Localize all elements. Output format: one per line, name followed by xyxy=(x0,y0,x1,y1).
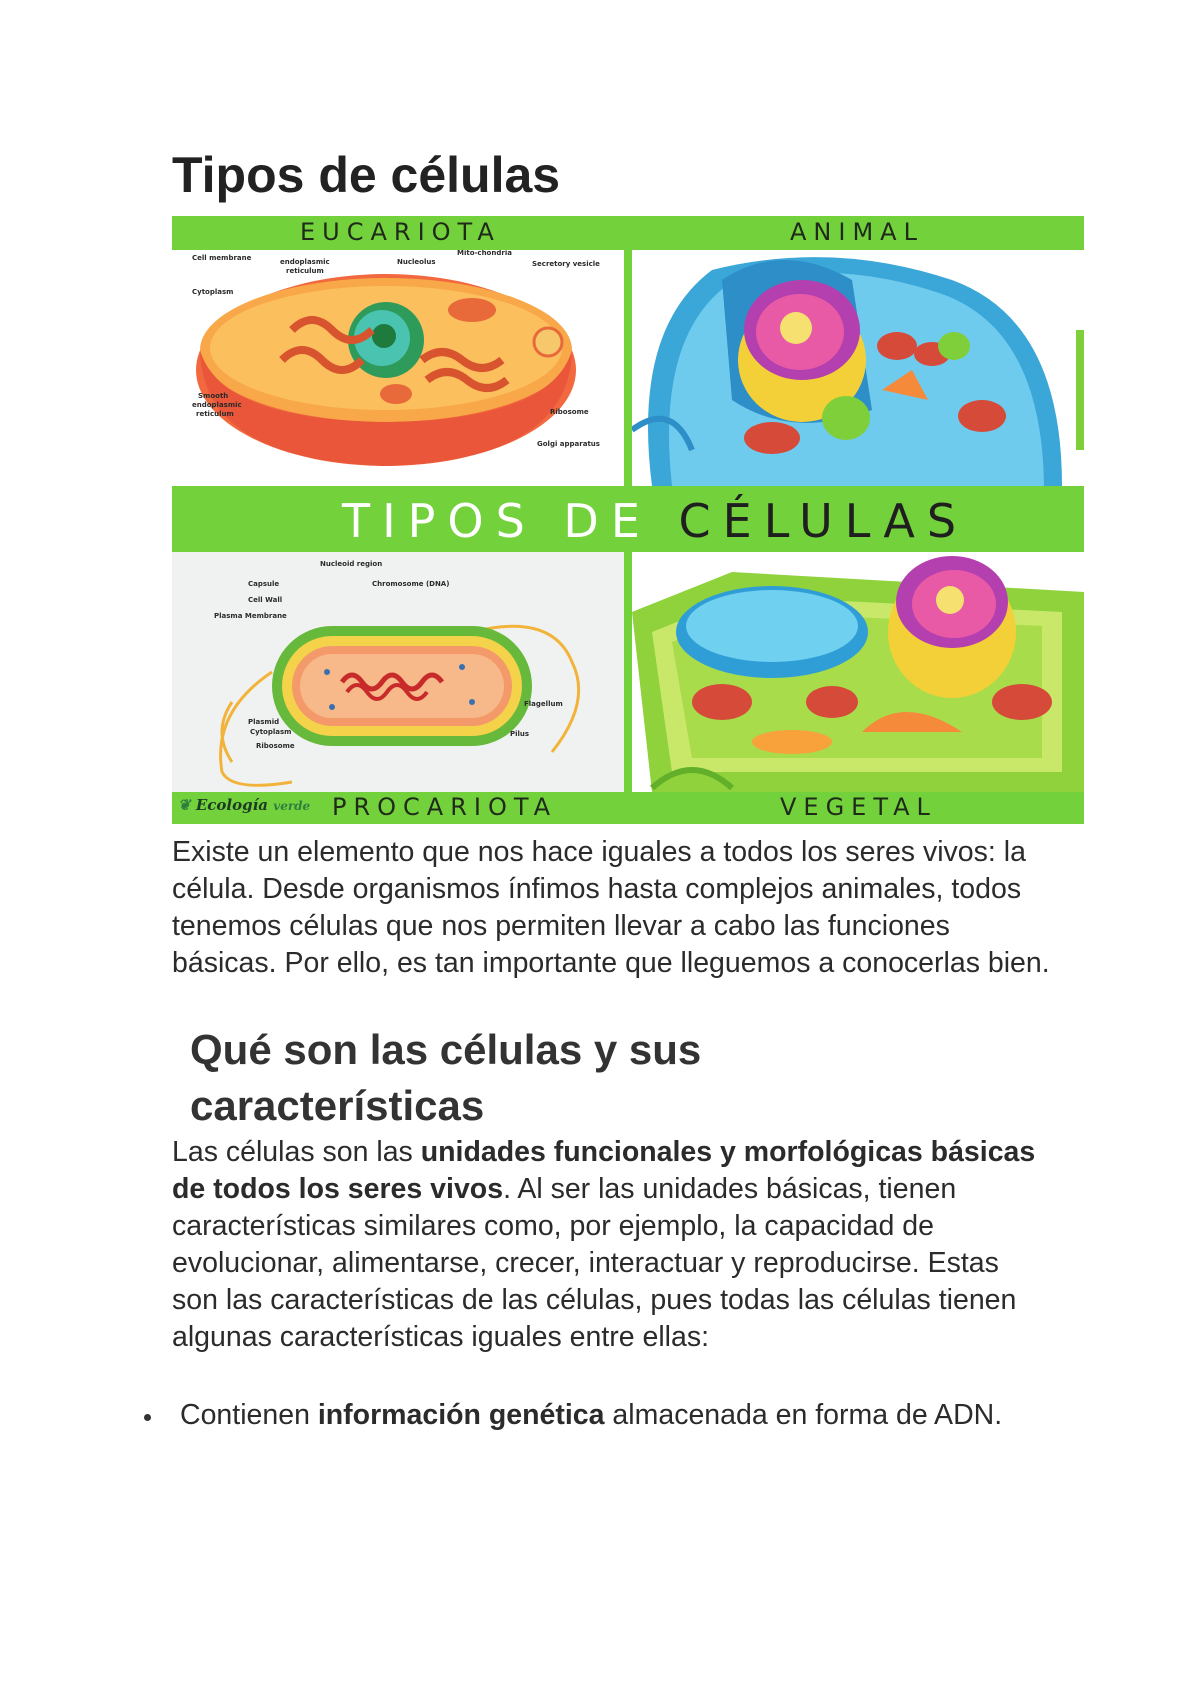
pro-label-ribosome: Ribosome xyxy=(256,742,295,750)
section-heading: Qué son las células y sus características xyxy=(190,1026,702,1129)
pro-label-flagellum: Flagellum xyxy=(524,700,563,708)
euc-label-smooth: Smooth xyxy=(198,392,229,400)
bullet-icon xyxy=(144,1414,151,1421)
characteristics-list xyxy=(172,1397,1072,1434)
panel-divider xyxy=(624,250,632,486)
eukaryotic-cell-illustration xyxy=(172,250,624,486)
pro-label-nucleoid: Nucleoid region xyxy=(320,560,383,568)
pro-label-plasmid: Plasmid xyxy=(248,718,280,726)
pro-label-cytoplasm: Cytoplasm xyxy=(250,728,292,736)
label-vegetal: VEGETAL xyxy=(780,793,937,821)
bold-phrase: unidades funcionales y morfológicas básicas de todos los seres vivos xyxy=(172,1136,1036,1205)
pro-label-pilus: Pilus xyxy=(510,730,530,738)
label-procariota: PROCARIOTA xyxy=(332,793,558,821)
euc-label-smooth-endoplasmic: endoplasmic xyxy=(192,401,242,409)
cell-types-infographic xyxy=(172,216,1084,824)
prokaryotic-cell-illustration xyxy=(172,552,624,792)
plant-cell-illustration xyxy=(632,552,1084,792)
ecologia-verde-logo: ❦ Ecología verde xyxy=(178,796,311,814)
euc-label-endoplasmic: endoplasmic xyxy=(280,258,330,266)
pro-label-cell-wall: Cell Wall xyxy=(248,596,283,604)
definition-paragraph: Las células son las unidades funcionales y morfológicas básicas de todos los seres vivos. Al ser las unidades básicas, tienen características similares como, por ejemplo, la capacidad de evolucionar, alimentarse, crecer, interactuar y reproducirse. Estas son las características de las células, pues todas las células tienen algunas características iguales entre ellas: xyxy=(172,1136,1036,1353)
euc-label-mitochondria: Mito-chondria xyxy=(457,250,512,257)
page-title: Tipos de células xyxy=(172,147,561,203)
intro-paragraph: Existe un elemento que nos hace iguales a todos los seres vivos: la célula. Desde organismos ínfimos hasta complejos animales, todos tenemos células que nos permiten llevar a cabo las funciones básicas. Por ello, es tan importante que lleguemos a conocerlas bien. xyxy=(172,836,1050,979)
euc-label-smooth-reticulum: reticulum xyxy=(196,410,234,418)
label-eucariota: EUCARIOTA xyxy=(300,218,501,246)
pro-label-capsule: Capsule xyxy=(248,580,280,588)
euc-label-secretory-vesicle: Secretory vesicle xyxy=(532,260,600,268)
bold-phrase: información genética xyxy=(317,1399,605,1431)
infographic-title: TIPOS DE CÉLULAS xyxy=(342,494,969,548)
leaf-icon: ❦ xyxy=(178,796,191,814)
euc-label-golgi: Golgi apparatus xyxy=(537,440,600,448)
pro-label-plasma-membrane: Plasma Membrane xyxy=(214,612,287,620)
panel-divider xyxy=(624,552,632,792)
list-item: Contienen información genética almacenada en forma de ADN. xyxy=(172,1397,1072,1434)
animal-cell-illustration xyxy=(632,250,1084,486)
euc-label-cell-membrane: Cell membrane xyxy=(192,254,252,262)
pro-label-chromosome: Chromosome (DNA) xyxy=(372,580,450,588)
euc-label-ribosome: Ribosome xyxy=(550,408,589,416)
middle-title-bar xyxy=(172,486,1084,552)
euc-label-nucleolus: Nucleolus xyxy=(397,258,436,266)
top-label-bar xyxy=(172,216,1084,250)
euc-label-reticulum: reticulum xyxy=(286,267,324,275)
label-animal: ANIMAL xyxy=(790,218,924,246)
euc-label-cytoplasm: Cytoplasm xyxy=(192,288,234,296)
